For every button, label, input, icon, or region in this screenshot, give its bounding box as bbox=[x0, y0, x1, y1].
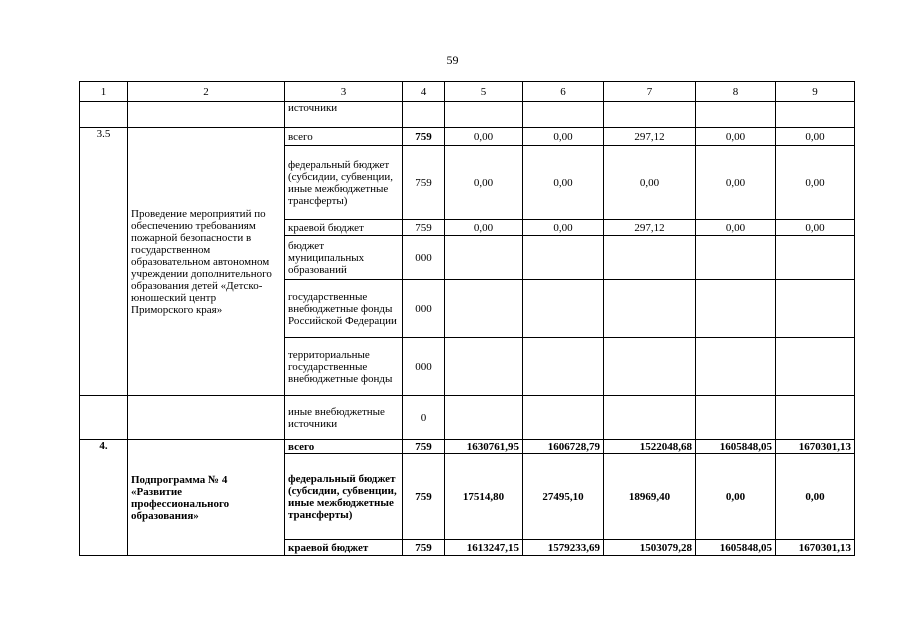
row-source-cell: всего bbox=[285, 128, 403, 146]
header-cell-6: 6 bbox=[523, 82, 604, 102]
row-code-cell: 759 bbox=[403, 220, 445, 236]
value-cell bbox=[445, 280, 523, 338]
row-code-cell: 000 bbox=[403, 236, 445, 280]
value-cell: 0,00 bbox=[523, 146, 604, 220]
row-num-cell bbox=[80, 396, 128, 440]
value-cell: 0,00 bbox=[776, 454, 855, 540]
value-cell bbox=[604, 280, 696, 338]
row-code-cell: 000 bbox=[403, 338, 445, 396]
value-cell: 1630761,95 bbox=[445, 440, 523, 454]
header-cell-9: 9 bbox=[776, 82, 855, 102]
header-cell-4: 4 bbox=[403, 82, 445, 102]
value-cell bbox=[776, 102, 855, 128]
value-cell bbox=[696, 338, 776, 396]
row-num-cell bbox=[80, 102, 128, 128]
value-cell: 1579233,69 bbox=[523, 540, 604, 556]
row-code-cell: 759 bbox=[403, 128, 445, 146]
value-cell: 27495,10 bbox=[523, 454, 604, 540]
value-cell: 1613247,15 bbox=[445, 540, 523, 556]
row-code-cell: 759 bbox=[403, 540, 445, 556]
value-cell bbox=[604, 102, 696, 128]
value-cell: 297,12 bbox=[604, 220, 696, 236]
row-source-cell: источники bbox=[285, 102, 403, 128]
row-name-cell bbox=[128, 102, 285, 128]
value-cell bbox=[696, 280, 776, 338]
value-cell bbox=[445, 236, 523, 280]
value-cell: 0,00 bbox=[445, 128, 523, 146]
value-cell bbox=[445, 338, 523, 396]
header-cell-5: 5 bbox=[445, 82, 523, 102]
section-number: 3.5 bbox=[80, 128, 128, 396]
section-number: 4. bbox=[80, 440, 128, 556]
row-code-cell: 0 bbox=[403, 396, 445, 440]
value-cell: 0,00 bbox=[523, 220, 604, 236]
row-source-cell: государственные внебюджетные фонды Российской Федерации bbox=[285, 280, 403, 338]
value-cell bbox=[445, 396, 523, 440]
header-cell-7: 7 bbox=[604, 82, 696, 102]
row-source-cell: бюджет муниципальных образований bbox=[285, 236, 403, 280]
value-cell: 0,00 bbox=[696, 454, 776, 540]
value-cell bbox=[604, 396, 696, 440]
value-cell: 0,00 bbox=[696, 128, 776, 146]
value-cell bbox=[776, 236, 855, 280]
value-cell bbox=[604, 236, 696, 280]
value-cell bbox=[523, 396, 604, 440]
table-row bbox=[80, 396, 855, 440]
value-cell: 0,00 bbox=[445, 220, 523, 236]
value-cell: 1605848,05 bbox=[696, 540, 776, 556]
value-cell bbox=[776, 396, 855, 440]
value-cell bbox=[696, 396, 776, 440]
row-source-cell: территориальные государственные внебюджетные фонды bbox=[285, 338, 403, 396]
value-cell: 1503079,28 bbox=[604, 540, 696, 556]
value-cell: 1522048,68 bbox=[604, 440, 696, 454]
section-name: Проведение мероприятий по обеспечению требованиям пожарной безопасности в государственном образовательном автономном учреждении дополнительного образования детей «Детско-юношеский центр Приморского края» bbox=[128, 128, 285, 396]
row-code-cell bbox=[403, 102, 445, 128]
value-cell: 1606728,79 bbox=[523, 440, 604, 454]
value-cell: 17514,80 bbox=[445, 454, 523, 540]
row-code-cell: 000 bbox=[403, 280, 445, 338]
value-cell: 297,12 bbox=[604, 128, 696, 146]
page-number: 59 bbox=[446, 53, 459, 67]
value-cell bbox=[604, 338, 696, 396]
value-cell bbox=[523, 280, 604, 338]
row-code-cell: 759 bbox=[403, 146, 445, 220]
value-cell: 0,00 bbox=[523, 128, 604, 146]
row-code-cell: 759 bbox=[403, 440, 445, 454]
row-source-cell: краевой бюджет bbox=[285, 540, 403, 556]
section-name: Подпрограмма № 4 «Развитие профессионального образования» bbox=[128, 440, 285, 556]
row-source-cell: федеральный бюджет (субсидии, субвенции, иные межбюджетные трансферты) bbox=[285, 454, 403, 540]
table-row bbox=[80, 440, 855, 454]
header-cell-3: 3 bbox=[285, 82, 403, 102]
value-cell bbox=[776, 280, 855, 338]
row-name-cell bbox=[128, 396, 285, 440]
budget-table bbox=[79, 81, 855, 556]
header-cell-2: 2 bbox=[128, 82, 285, 102]
value-cell: 0,00 bbox=[776, 220, 855, 236]
row-source-cell: федеральный бюджет (субсидии, субвенции, иные межбюджетные трансферты) bbox=[285, 146, 403, 220]
value-cell: 0,00 bbox=[696, 220, 776, 236]
value-cell bbox=[523, 102, 604, 128]
header-cell-1: 1 bbox=[80, 82, 128, 102]
value-cell bbox=[523, 236, 604, 280]
value-cell: 0,00 bbox=[445, 146, 523, 220]
value-cell bbox=[696, 236, 776, 280]
value-cell: 1670301,13 bbox=[776, 540, 855, 556]
value-cell bbox=[523, 338, 604, 396]
header-row bbox=[80, 82, 855, 102]
value-cell: 1605848,05 bbox=[696, 440, 776, 454]
value-cell bbox=[776, 338, 855, 396]
value-cell: 0,00 bbox=[604, 146, 696, 220]
value-cell: 0,00 bbox=[776, 128, 855, 146]
value-cell: 0,00 bbox=[776, 146, 855, 220]
row-source-cell: краевой бюджет bbox=[285, 220, 403, 236]
header-cell-8: 8 bbox=[696, 82, 776, 102]
row-code-cell: 759 bbox=[403, 454, 445, 540]
row-source-cell: всего bbox=[285, 440, 403, 454]
value-cell bbox=[445, 102, 523, 128]
value-cell: 1670301,13 bbox=[776, 440, 855, 454]
value-cell: 18969,40 bbox=[604, 454, 696, 540]
table-row bbox=[80, 128, 855, 146]
table-row bbox=[80, 102, 855, 128]
value-cell bbox=[696, 102, 776, 128]
row-source-cell: иные внебюджетные источники bbox=[285, 396, 403, 440]
value-cell: 0,00 bbox=[696, 146, 776, 220]
